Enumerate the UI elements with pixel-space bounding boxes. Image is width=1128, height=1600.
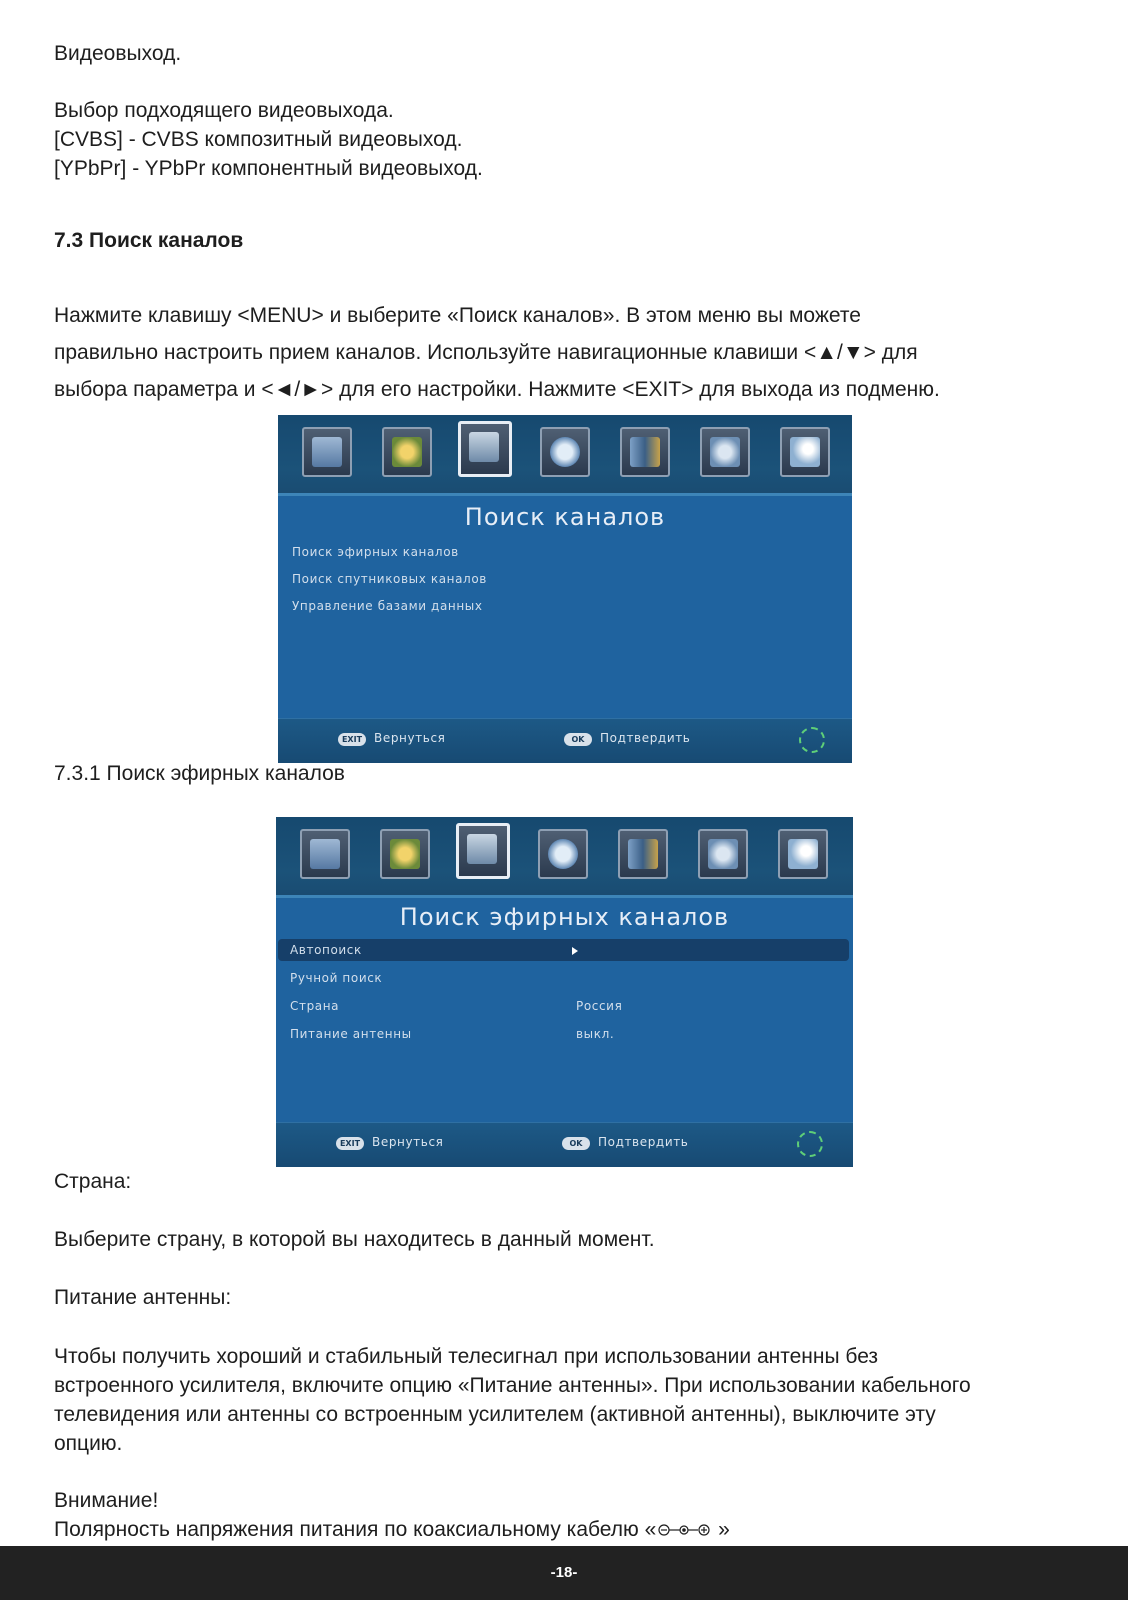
selected-row-highlight bbox=[278, 939, 849, 961]
section-heading-video: Видеовыход. bbox=[54, 42, 182, 65]
polarity-symbol-icon bbox=[656, 1522, 712, 1538]
media-icon bbox=[780, 427, 830, 477]
channel-search-icon bbox=[458, 421, 512, 477]
ok-key-badge: OK bbox=[562, 1137, 590, 1150]
exit-key-badge: EXIT bbox=[338, 733, 366, 746]
clock-icon bbox=[538, 829, 588, 879]
cvbs-text: [CVBS] - CVBS композитный видеовыход. bbox=[54, 128, 463, 151]
tools-icon bbox=[700, 427, 750, 477]
antenna-text-line-2: встроенного усилителя, включите опцию «Питание антенны». При использовании кабельного bbox=[54, 1374, 971, 1397]
menu-item-antenna-power[interactable]: Питание антенны bbox=[290, 1027, 412, 1041]
screen-icon bbox=[300, 829, 350, 879]
screen-title: Поиск каналов bbox=[464, 503, 666, 531]
screen-icon bbox=[302, 427, 352, 477]
screen-footer bbox=[276, 1122, 853, 1167]
menu-item-autosearch[interactable]: Автопоиск bbox=[290, 943, 362, 957]
page-number: -18- bbox=[550, 1564, 578, 1581]
media-icon bbox=[778, 829, 828, 879]
menu-icon-bar bbox=[276, 817, 853, 898]
search-paragraph-line-3: выбора параметра и <◄/►> для его настройки. Нажмите <EXIT> для выхода из подменю. bbox=[54, 378, 940, 401]
country-text: Выберите страну, в которой вы находитесь в данный момент. bbox=[54, 1228, 655, 1251]
page-footer bbox=[0, 1546, 1128, 1600]
menu-item-manual-search[interactable]: Ручной поиск bbox=[290, 971, 383, 985]
channel-search-icon bbox=[456, 823, 510, 879]
setup-icon bbox=[620, 427, 670, 477]
antenna-text-line-4: опцию. bbox=[54, 1432, 123, 1455]
ok-key-badge: OK bbox=[564, 733, 592, 746]
screen-footer bbox=[278, 718, 852, 763]
tools-icon bbox=[698, 829, 748, 879]
section-heading-search: 7.3 Поиск каналов bbox=[54, 229, 244, 252]
arrow-right-icon bbox=[572, 947, 578, 955]
country-heading: Страна: bbox=[54, 1170, 132, 1193]
navigation-icon bbox=[799, 727, 825, 753]
menu-icon-bar bbox=[278, 415, 852, 496]
search-paragraph-line-1: Нажмите клавишу <MENU> и выберите «Поиск каналов». В этом меню вы можете bbox=[54, 304, 861, 327]
antenna-power-value: выкл. bbox=[576, 1027, 615, 1041]
menu-item-satellite-search[interactable]: Поиск спутниковых каналов bbox=[292, 572, 487, 586]
antenna-text-line-3: телевидения или антенны со встроенным усилителем (активной антенны), выключите эту bbox=[54, 1403, 936, 1426]
navigation-icon bbox=[797, 1131, 823, 1157]
setup-icon bbox=[618, 829, 668, 879]
picture-icon bbox=[382, 427, 432, 477]
confirm-label: Подтвердить bbox=[600, 731, 691, 745]
warning-text bbox=[54, 1516, 730, 1544]
search-paragraph-line-2: правильно настроить прием каналов. Используйте навигационные клавиши <▲/▼> для bbox=[54, 341, 918, 364]
video-intro-text: Выбор подходящего видеовыхода. bbox=[54, 99, 394, 122]
back-label: Вернуться bbox=[374, 731, 446, 745]
tv-menu-screen-terrestrial-search bbox=[276, 817, 853, 1167]
menu-item-database-management[interactable]: Управление базами данных bbox=[292, 599, 483, 613]
clock-icon bbox=[540, 427, 590, 477]
tv-menu-screen-channel-search bbox=[278, 415, 852, 763]
warning-text-end: » bbox=[712, 1518, 730, 1541]
antenna-heading: Питание антенны: bbox=[54, 1286, 232, 1309]
ypbpr-text: [YPbPr] - YPbPr компонентный видеовыход. bbox=[54, 157, 483, 180]
screen-title: Поиск эфирных каналов bbox=[399, 903, 730, 931]
warning-text-main: Полярность напряжения питания по коаксиальному кабелю « bbox=[54, 1518, 657, 1541]
picture-icon bbox=[380, 829, 430, 879]
menu-item-terrestrial-search[interactable]: Поиск эфирных каналов bbox=[292, 545, 459, 559]
menu-item-country[interactable]: Страна bbox=[290, 999, 340, 1013]
warning-heading: Внимание! bbox=[54, 1489, 159, 1512]
country-value: Россия bbox=[576, 999, 623, 1013]
subsection-heading: 7.3.1 Поиск эфирных каналов bbox=[54, 762, 345, 785]
exit-key-badge: EXIT bbox=[336, 1137, 364, 1150]
back-label: Вернуться bbox=[372, 1135, 444, 1149]
antenna-text-line-1: Чтобы получить хороший и стабильный телесигнал при использовании антенны без bbox=[54, 1345, 879, 1368]
confirm-label: Подтвердить bbox=[598, 1135, 689, 1149]
